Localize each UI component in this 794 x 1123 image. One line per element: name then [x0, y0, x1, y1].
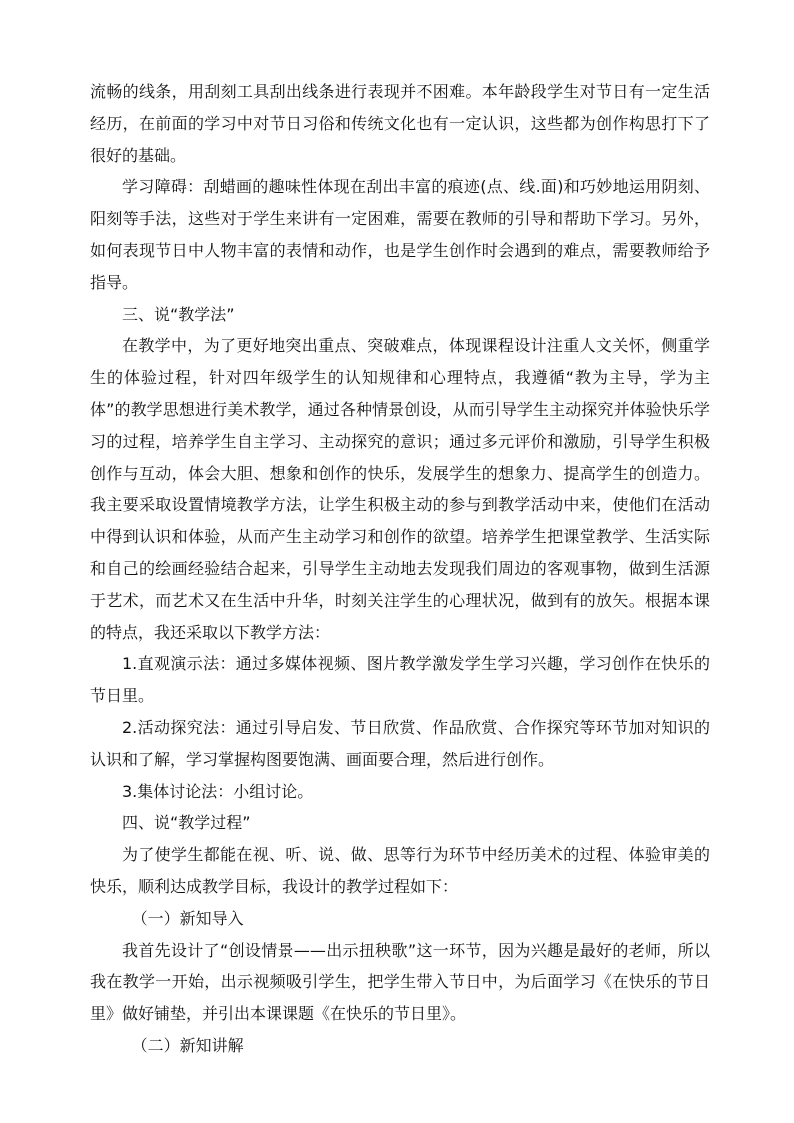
document-page — [90, 76, 710, 1062]
section-heading-teaching-method: 三、说“教学法” — [122, 304, 235, 324]
subheading-new-knowledge-introduction: （一）新知导入 — [131, 908, 244, 928]
paragraph-introduction-body: 我首先设计了“创设情景——出示扭秧歌”这一环节，因为兴趣是最好的老师，所以我在教学一开始，出示视频吸引学生，把学生带入节日中，为后面学习《在快乐的节日里》做好铺垫，并引出本课课题《在快乐的节日里》。 — [90, 940, 710, 1024]
paragraph-teaching-process-intro: 为了使学生都能在视、听、说、做、思等行为环节中经历美术的过程、体验审美的快乐，顺利达成教学目标，我设计的教学过程如下： — [90, 845, 710, 896]
list-item-demonstration-method: 1.直观演示法：通过多媒体视频、图片教学激发学生学习兴趣，学习创作在快乐的节日里。 — [90, 654, 710, 706]
subheading-new-knowledge-explanation: （二）新知讲解 — [131, 1035, 244, 1055]
section-heading-teaching-process: 四、说“教学过程” — [122, 813, 251, 833]
paragraph-teaching-method-body: 在教学中，为了更好地突出重点、突破难点，体现课程设计注重人文关怀，侧重学生的体验过程，针对四年级学生的认知规律和心理特点，我遵循“教为主导，学为主体”的教学思想进行美术教学，通过各种情景创设，从而引导学生主动探究并体验快乐学习的过程，培养学生自主学习、主动探究的意识；通过多元评价和激励，引导学生积极创作与互动，体会大胆、想象和创作的快乐，发展学生的想象力、提高学生的创造力。我主要采取设置情境教学方法，让学生积极主动的参与到教学活动中来，使他们在活动中得到认识和体验，从而产生主动学习和创作的欲望。培养学生把课堂教学、生活实际和自己的绘画经验结合起来，引导学生主动地去发现我们周边的客观事物，做到生活源于艺术，而艺术又在生活中升华，时刻关注学生的心理状况，做到有的放矢。根据本课的特点，我还采取以下教学方法： — [90, 336, 710, 642]
paragraph-learning-obstacles: 学习障碍：刮蜡画的趣味性体现在刮出丰富的痕迹(点、线.面)和巧妙地运用阴刻、阳刻等手法，这些对于学生来讲有一定困难，需要在教师的引导和帮助下学习。另外，如何表现节日中人物丰富的表情和动作，也是学生创作时会遇到的难点，需要教师给予指导。 — [90, 177, 710, 292]
list-item-group-discussion-method: 3.集体讨论法：小组讨论。 — [122, 781, 314, 801]
list-item-activity-exploration-method: 2.活动探究法：通过引导启发、节日欣赏、作品欣赏、合作探究等环节加对知识的认识和了解，学习掌握构图要饱满、画面要合理，然后进行创作。 — [90, 717, 710, 769]
paragraph-learning-basis: 流畅的线条，用刮刻工具刮出线条进行表现并不困难。本年龄段学生对节日有一定生活经历，在前面的学习中对节日习俗和传统文化也有一定认识，这些都为创作构思打下了很好的基础。 — [90, 82, 710, 165]
